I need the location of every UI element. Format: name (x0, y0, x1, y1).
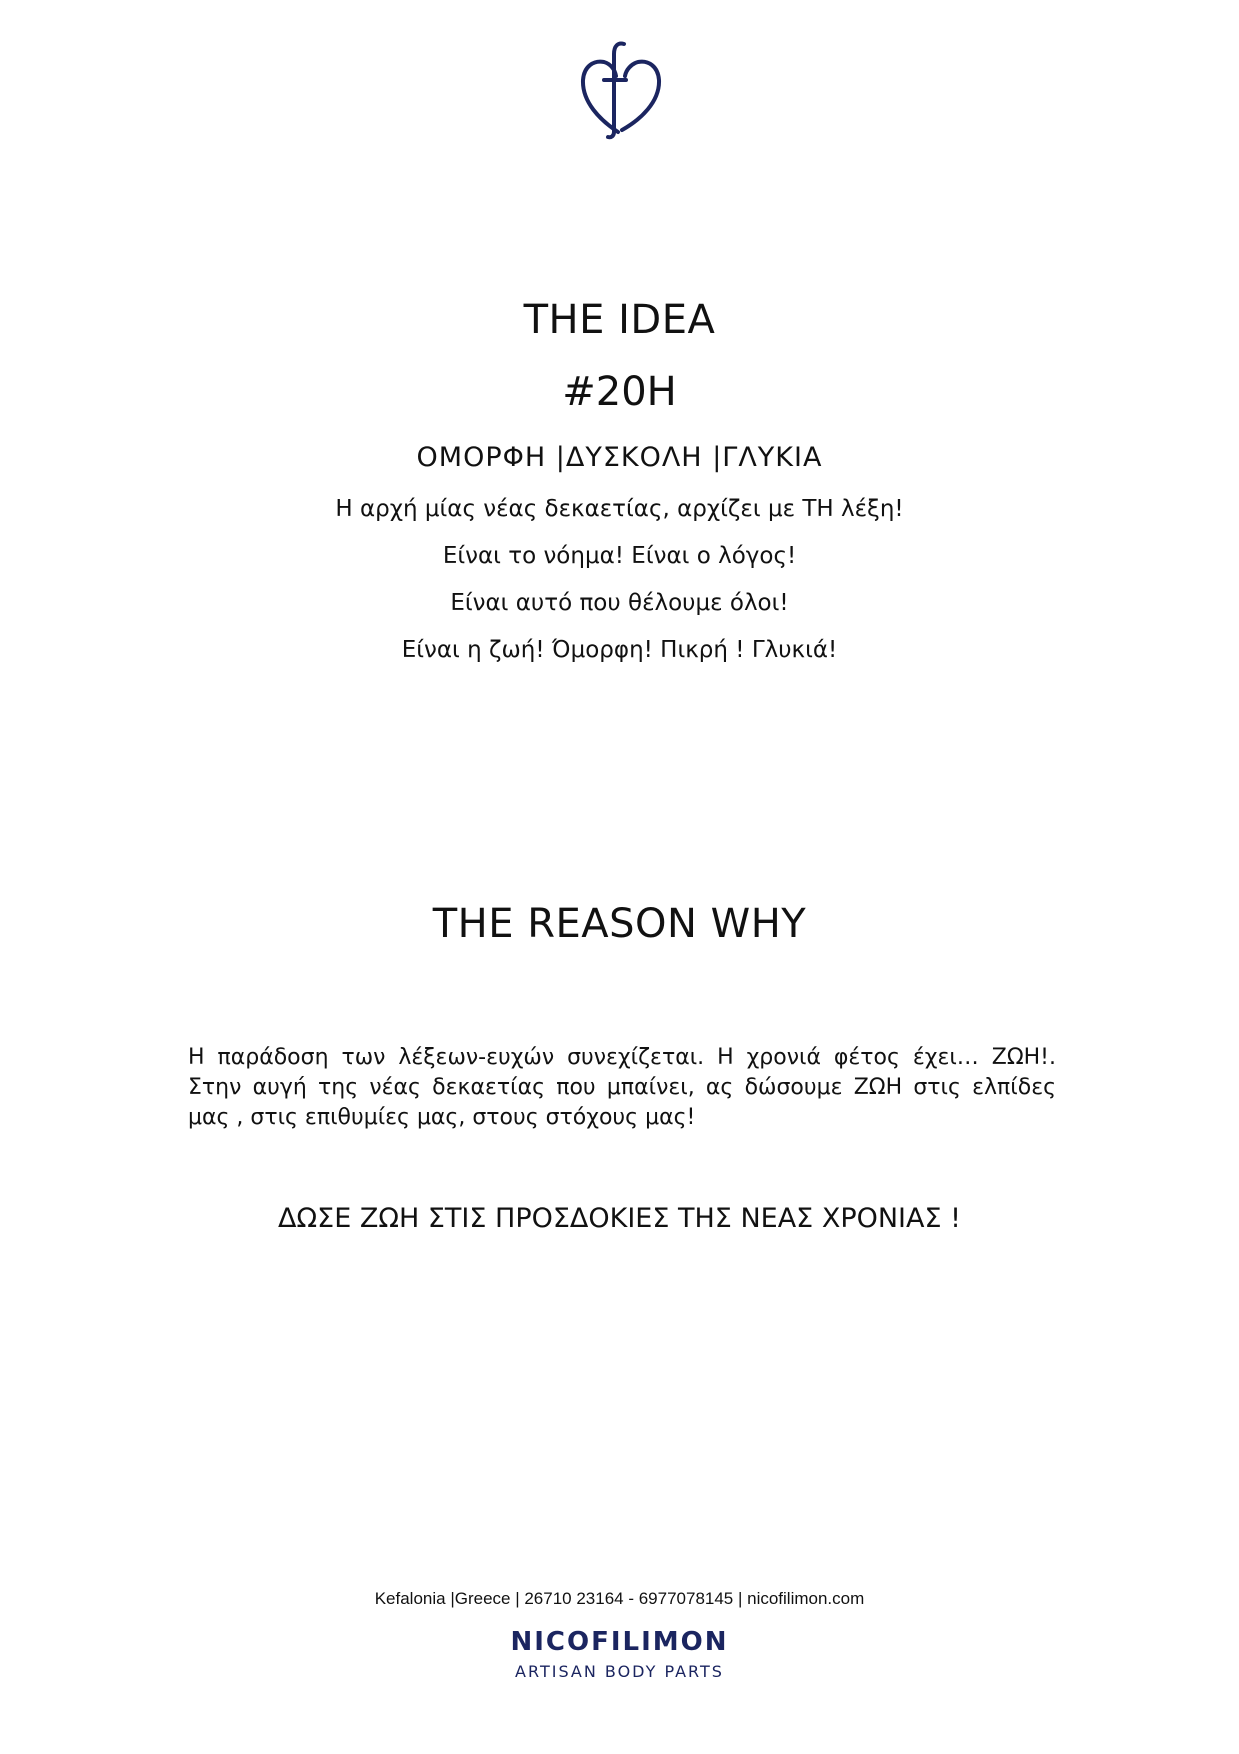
nicofilimon-heart-f-logo-icon (578, 40, 664, 140)
idea-title: THE IDEA (523, 297, 716, 343)
idea-line: Είναι το νόημα! Είναι ο λόγος! (442, 543, 797, 569)
idea-line: Η αρχή μίας νέας δεκαετίας, αρχίζει με ΤΗ λέξη! (335, 496, 904, 522)
idea-line: Είναι αυτό που θέλουμε όλοι! (450, 590, 789, 616)
idea-hashtag: #20Η (562, 369, 677, 415)
reason-paragraph: Η παράδοση των λέξεων-ευχών συνεχίζεται. Η χρονιά φέτος έχει… ΖΩΗ!. Στην αυγή της νέας δεκαετίας που μπαίνει, ας δώσουμε ΖΩΗ στις ελπίδες μας , στις επιθυμίες μας, στους στόχους μας! (188, 1045, 1056, 1130)
reason-call-to-action: ΔΩΣΕ ΖΩΗ ΣΤΙΣ ΠΡΟΣΔΟΚΙΕΣ ΤΗΣ ΝΕΑΣ ΧΡΟΝΙΑΣ ! (278, 1203, 961, 1234)
brand-tagline: ARTISAN BODY PARTS (515, 1662, 724, 1681)
idea-line: Είναι η ζωή! Όμορφη! Πικρή ! Γλυκιά! (401, 637, 838, 663)
brand-name: NICOFILIMON (510, 1627, 729, 1657)
idea-subtitle: ΟΜΟΡΦΗ |ΔΥΣΚΟΛΗ |ΓΛΥΚΙΑ (416, 442, 823, 473)
footer-contact: Kefalonia |Greece | 26710 23164 - 6977078145 | nicofilimon.com (374, 1589, 865, 1608)
reason-title: THE REASON WHY (432, 901, 807, 947)
